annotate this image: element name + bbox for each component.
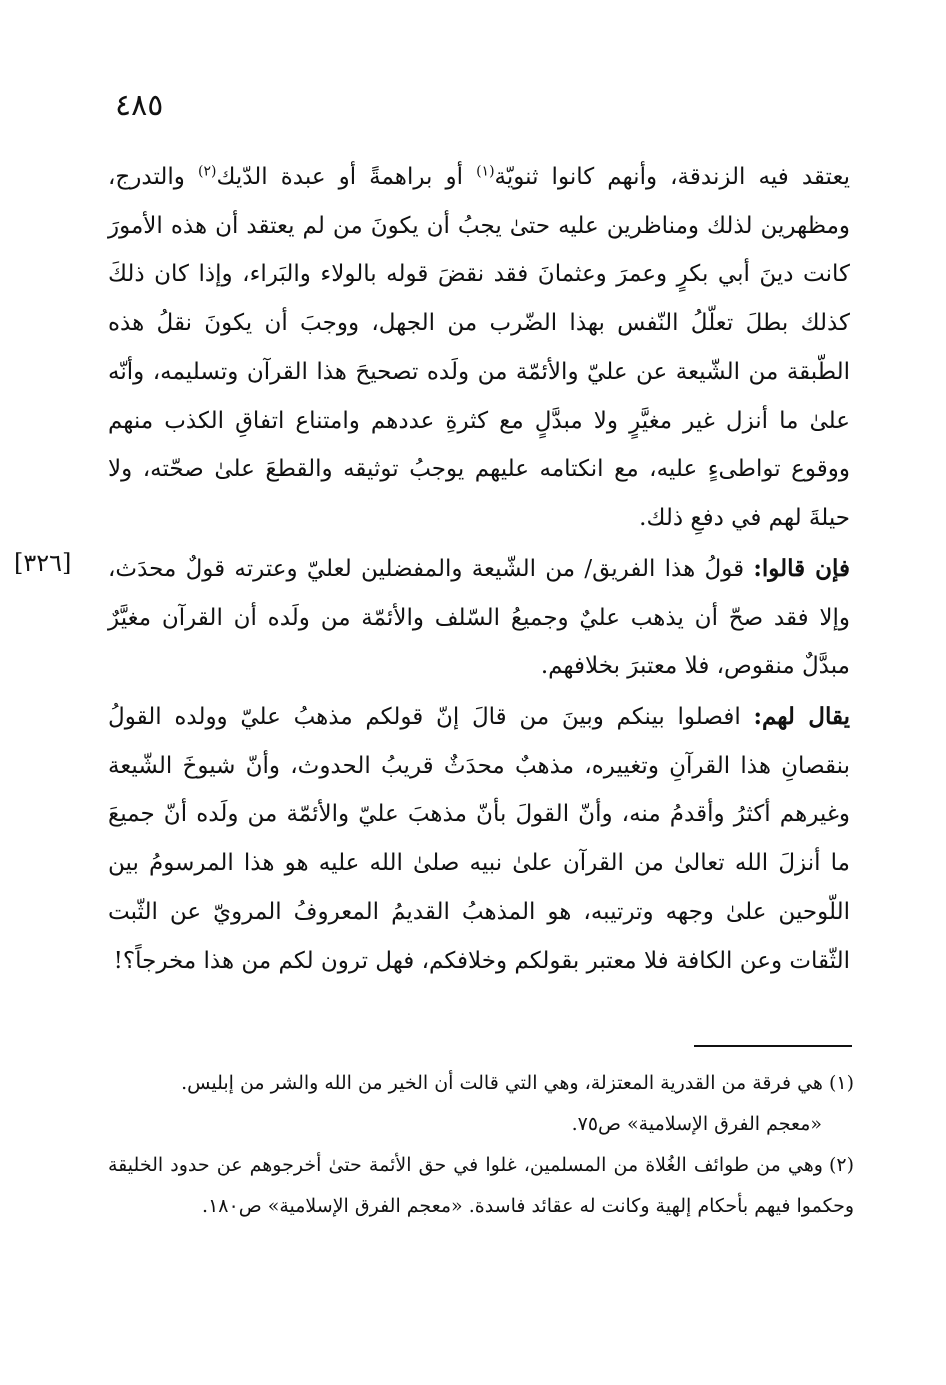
paragraph-3-text: افصلوا بينكم وبينَ من قالَ إنّ قولكم مذهبُ عليّ وولده القولُ بنقصانِ هذا القرآنِ وتغييره، مذهبٌ محدَثٌ قريبُ الحدوث، وأنّ شيوخَ الشّيعة وغيرهم أكثرُ وأقدمُ منه، وأنّ القولَ بأنّ مذهبَ عليّ والأئمّة من ولَده أنّ جميعَ ما أنزلَ الله تعالىٰ من القرآن علىٰ نبيه صلىٰ الله عليه هو هذا المرسومُ بين اللّوحين علىٰ وجهه وترتيبه، هو المذهبُ القديمُ المعروفُ المرويّ عن الثّبت الثّقات وعن الكافة فلا معتبر بقولكم وخلافكم، فهل ترون لكم من هذا مخرجاً؟!: [108, 704, 850, 974]
footnote-1: [108, 1063, 854, 1145]
footnote-1-text: هي فرقة من القدرية المعتزلة، وهي التي قالت أن الخير من الله والشر من إبليس.: [181, 1072, 823, 1094]
paragraph-2-text: قولُ هذا الفريق/ من الشّيعة والمفضلين لعليّ وعترته قولٌ محدَث، وإلا فقد صحّ أن يذهب عليٌ وجميعُ السّلف والأئمّة من ولَده أن القرآن مغيَّرٌ مبدَّلٌ منقوص، فلا معتبرَ بخلافهم.: [108, 556, 850, 680]
footnote-marker-1[interactable]: (١): [476, 163, 495, 180]
footnotes: [108, 1063, 854, 1227]
footnote-1-citation: «معجم الفرق الإسلامية» ص٧٥.: [571, 1113, 822, 1135]
paragraph-3: [108, 693, 850, 985]
paragraph-1-text-a: يعتقد فيه الزندقة، وأنهم كانوا ثنويّة: [494, 164, 850, 190]
paragraph-2-lead: فإن قالوا:: [753, 555, 850, 582]
footnote-2-text: وهي من طوائف الغُلاة من المسلمين، غلوا في حق الأئمة حتىٰ أخرجوهم عن حدود الخليقة وحكموا فيهم بأحكام إلهية وكانت له عقائد فاسدة. «معجم الفرق الإسلامية» ص١٨٠.: [108, 1154, 854, 1217]
footnote-marker-2[interactable]: (٢): [197, 163, 217, 180]
paragraph-1-text-b: أو براهمةً أو عبدة الدّيك: [216, 164, 477, 190]
margin-page-reference: [٣٢٦]: [14, 549, 72, 577]
footnote-1-number: (١): [828, 1072, 854, 1094]
paragraph-1-text-c: والتدرج، ومظهرين لذلك ومناظرين عليه حتىٰ يجبُ أن يكونَ من لم يعتقد أن هذه الأمورَ كانت دينَ أبي بكرٍ وعمرَ وعثمانَ فقد نقضَ قوله بالولاء والبَراء، وإذا كان ذلكَ كذلك بطلَ تعلّلُ النّفس بهذا الضّرب من الجهل، ووجبَ أن يكونَ نقلُ هذه الطّبقة من الشّيعة عن عليّ والأئمّة من ولَده تصحيحَ هذا القرآن وتسليمه، وأنّه علىٰ ما أنزل غير مغيَّرٍ ولا مبدَّلٍ مع كثرةِ عددهم وامتناع اتفاقِ الكذب منهم ووقوع تواطىءٍ عليه، مع انكتامه عليهم يوجبُ توثيقه والقطعَ علىٰ صحّته، ولا حيلةَ لهم في دفعِ ذلك.: [108, 164, 850, 531]
footnote-separator: [694, 1045, 852, 1047]
footnote-2: [108, 1145, 854, 1227]
paragraph-2: [108, 545, 850, 691]
footnote-2-number: (٢): [828, 1154, 854, 1176]
paragraph-1: [108, 153, 850, 543]
page-number: ٤٨٥: [115, 88, 164, 123]
paragraph-3-lead: يقال لهم:: [753, 703, 851, 730]
